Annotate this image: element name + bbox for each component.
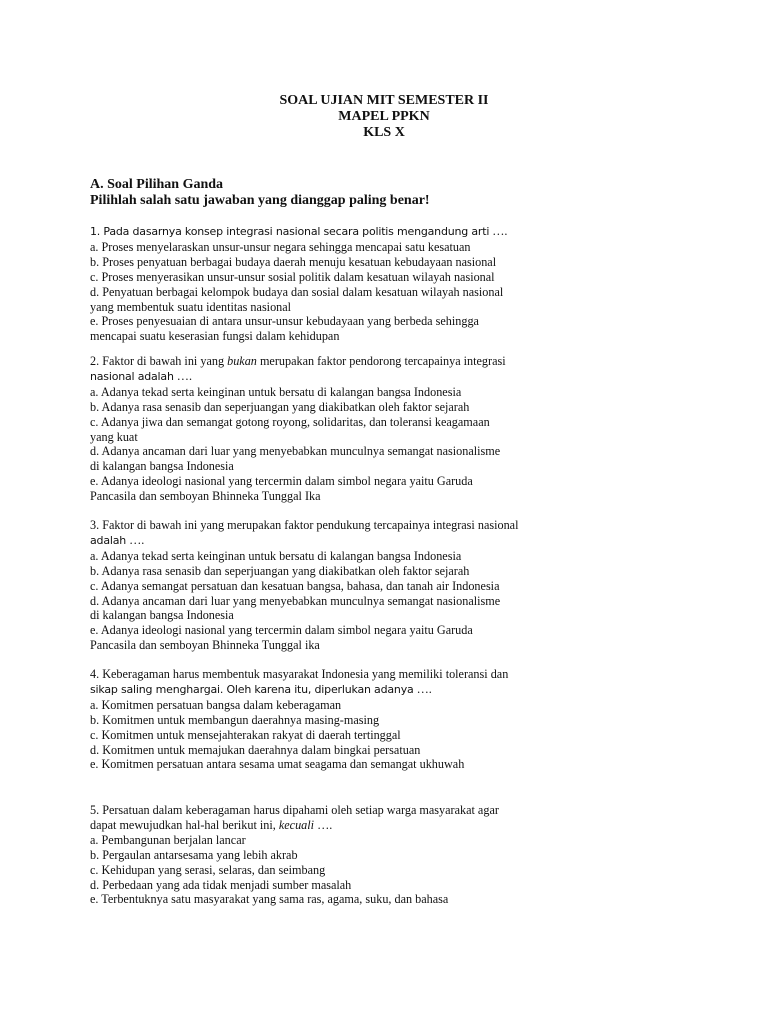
- exam-title: SOAL UJIAN MIT SEMESTER II: [279, 93, 489, 108]
- question-3-option-e: e. Adanya ideologi nasional yang tercermin dalam simbol negara yaitu Garuda: [90, 623, 473, 638]
- question-1-option-d-cont: yang membentuk suatu identitas nasional: [90, 299, 292, 314]
- section-heading: [90, 177, 690, 209]
- section-title: A. Soal Pilihan Ganda: [90, 177, 224, 192]
- question-3-stem-cont: adalah ….: [90, 532, 145, 547]
- section-instruction: Pilihlah salah satu jawaban yang dianggap paling benar!: [90, 193, 430, 208]
- question-3-option-b: b. Adanya rasa senasib dan seperjuangan yang diakibatkan oleh faktor sejarah: [90, 563, 470, 578]
- question-5-option-c: c. Kehidupan yang serasi, selaras, dan seimbang: [90, 862, 326, 877]
- question-3-stem: 3. Faktor di bawah ini yang merupakan faktor pendukung tercapainya integrasi nasional: [90, 518, 519, 532]
- question-5-option-e: e. Terbentuknya satu masyarakat yang sama ras, agama, suku, dan bahasa: [90, 892, 449, 907]
- question-5-option-b: b. Pergaulan antarsesama yang lebih akrab: [90, 847, 298, 862]
- class-title: KLS X: [363, 125, 405, 140]
- subject-title: MAPEL PPKN: [338, 109, 430, 124]
- question-4-option-b: b. Komitmen untuk membangun daerahnya masing-masing: [90, 712, 380, 727]
- question-1-stem: 1. Pada dasarnya konsep integrasi nasional secara politis mengandung arti ….: [90, 224, 508, 238]
- question-4-option-d: d. Komitmen untuk memajukan daerahnya dalam bingkai persatuan: [90, 742, 421, 757]
- question-4-option-a: a. Komitmen persatuan bangsa dalam keberagaman: [90, 697, 342, 712]
- question-5: [90, 803, 690, 907]
- question-2-option-b: b. Adanya rasa senasib dan seperjuangan yang diakibatkan oleh faktor sejarah: [90, 399, 470, 414]
- question-3: [90, 518, 690, 653]
- question-2-option-e: e. Adanya ideologi nasional yang tercermin dalam simbol negara yaitu Garuda: [90, 474, 473, 489]
- question-5-option-d: d. Perbedaan yang ada tidak menjadi sumber masalah: [90, 877, 352, 892]
- question-4-option-c: c. Komitmen untuk mensejahterakan rakyat di daerah tertinggal: [90, 727, 401, 742]
- question-4-stem-cont: sikap saling menghargai. Oleh karena itu, diperlukan adanya ….: [90, 681, 432, 696]
- question-3-option-a: a. Adanya tekad serta keinginan untuk bersatu di kalangan bangsa Indonesia: [90, 548, 462, 563]
- question-4-option-e: e. Komitmen persatuan antara sesama umat seagama dan semangat ukhuwah: [90, 757, 465, 772]
- question-2-stem: 2. Faktor di bawah ini yang bukan merupakan faktor pendorong tercapainya integrasi: [90, 354, 506, 368]
- question-1-option-e: e. Proses penyesuaian di antara unsur-unsur kebudayaan yang berbeda sehingga: [90, 314, 479, 329]
- question-4-stem: 4. Keberagaman harus membentuk masyarakat Indonesia yang memiliki toleransi dan: [90, 667, 509, 681]
- question-3-option-c: c. Adanya semangat persatuan dan kesatuan bangsa, bahasa, dan tanah air Indonesia: [90, 578, 500, 593]
- question-2-stem-cont: nasional adalah ….: [90, 368, 193, 383]
- question-3-option-e-cont: Pancasila dan semboyan Bhinneka Tunggal ika: [90, 638, 320, 653]
- question-5-option-a: a. Pembangunan berjalan lancar: [90, 832, 246, 847]
- question-3-option-d: d. Adanya ancaman dari luar yang menyebabkan munculnya semangat nasionalisme: [90, 593, 501, 608]
- question-1-option-a: a. Proses menyelaraskan unsur-unsur negara sehingga mencapai satu kesatuan: [90, 239, 471, 254]
- question-4: [90, 667, 690, 772]
- question-2-option-d: d. Adanya ancaman dari luar yang menyebabkan munculnya semangat nasionalisme: [90, 444, 501, 459]
- question-3-option-d-cont: di kalangan bangsa Indonesia: [90, 608, 234, 623]
- question-2-option-d-cont: di kalangan bangsa Indonesia: [90, 459, 234, 474]
- question-1: [90, 224, 690, 344]
- question-2-option-e-cont: Pancasila dan semboyan Bhinneka Tunggal Ika: [90, 489, 321, 504]
- question-2-option-c: c. Adanya jiwa dan semangat gotong royong, solidaritas, dan toleransi keagamaan: [90, 414, 490, 429]
- document-header: [0, 93, 768, 141]
- question-5-stem: 5. Persatuan dalam keberagaman harus dipahami oleh setiap warga masyarakat agar: [90, 803, 499, 817]
- question-2: [90, 354, 690, 504]
- question-1-option-d: d. Penyatuan berbagai kelompok budaya dan sosial dalam kesatuan wilayah nasional: [90, 284, 504, 299]
- question-5-stem-cont: dapat mewujudkan hal-hal berikut ini, kecuali ….: [90, 817, 333, 832]
- question-2-option-a: a. Adanya tekad serta keinginan untuk bersatu di kalangan bangsa Indonesia: [90, 384, 462, 399]
- question-1-option-b: b. Proses penyatuan berbagai budaya daerah menuju kesatuan kebudayaan nasional: [90, 254, 497, 269]
- question-1-option-c: c. Proses menyerasikan unsur-unsur sosial politik dalam kesatuan wilayah nasional: [90, 269, 495, 284]
- question-2-option-c-cont: yang kuat: [90, 429, 138, 444]
- question-1-option-e-cont: mencapai suatu keserasian fungsi dalam kehidupan: [90, 329, 340, 344]
